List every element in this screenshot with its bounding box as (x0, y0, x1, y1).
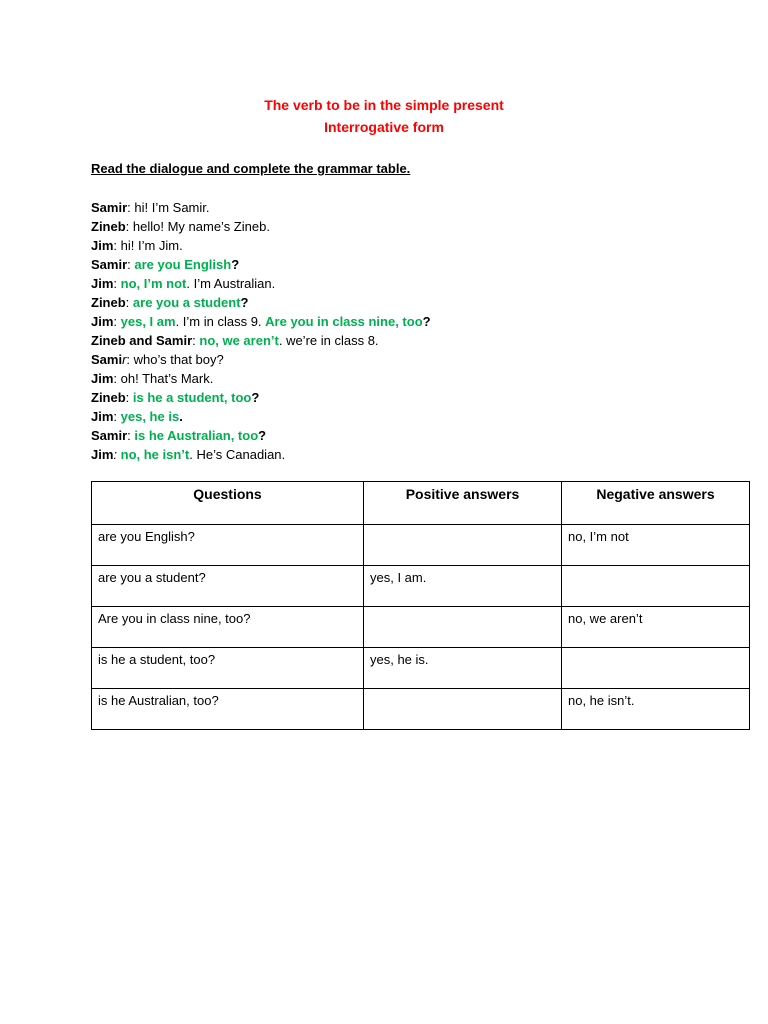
dialogue-text: : (113, 447, 121, 462)
punctuation: ? (240, 295, 249, 310)
highlighted-phrase: is he Australian, too (134, 428, 259, 443)
punctuation: ? (251, 390, 260, 405)
dialogue-line (91, 274, 691, 293)
dialogue-text: : (113, 314, 121, 329)
speaker-name: Zineb and Samir (91, 333, 193, 348)
dialogue-line (91, 388, 691, 407)
dialogue-line (91, 445, 691, 464)
negative-answer-cell: no, I’m not (562, 525, 750, 566)
speaker-name: Jim (91, 447, 114, 462)
dialogue-line (91, 426, 691, 445)
dialogue-line (91, 331, 691, 350)
table-row (92, 607, 750, 648)
highlighted-phrase: no, I’m not (120, 276, 187, 291)
positive-answer-cell (364, 607, 562, 648)
dialogue-line (91, 369, 691, 388)
dialogue-text: : (192, 333, 200, 348)
table-row (92, 566, 750, 607)
dialogue-line (91, 198, 691, 217)
dialogue-text: : (125, 390, 133, 405)
header-negative-answers: Negative answers (562, 482, 750, 525)
question-cell: is he Australian, too? (92, 689, 364, 730)
dialogue-text: : (113, 409, 121, 424)
dialogue-text: r (122, 352, 127, 367)
dialogue-line (91, 255, 691, 274)
negative-answer-cell (562, 566, 750, 607)
dialogue-text: : hello! My name’s Zineb. (125, 219, 270, 234)
dialogue-line (91, 350, 691, 369)
punctuation: . (179, 409, 183, 424)
negative-answer-cell (562, 648, 750, 689)
punctuation: ? (422, 314, 431, 329)
highlighted-phrase: are you a student (132, 295, 241, 310)
positive-answer-cell: yes, I am. (364, 566, 562, 607)
dialogue-text: . I’m in class 9. (175, 314, 266, 329)
dialogue-text: . I’m Australian. (186, 276, 276, 291)
dialogue-text: . He’s Canadian. (189, 447, 286, 462)
speaker-name: Sami (91, 352, 123, 367)
speaker-name: Samir (91, 200, 128, 215)
highlighted-phrase: are you English (134, 257, 232, 272)
grammar-table (91, 481, 750, 730)
positive-answer-cell (364, 689, 562, 730)
punctuation: ? (258, 428, 267, 443)
dialogue-text: : (127, 257, 135, 272)
table-row (92, 689, 750, 730)
speaker-name: Zineb (91, 219, 126, 234)
header-questions: Questions (92, 482, 364, 525)
header-positive-answers: Positive answers (364, 482, 562, 525)
speaker-name: Jim (91, 371, 114, 386)
question-cell: are you a student? (92, 566, 364, 607)
table-header-row (92, 482, 750, 525)
dialogue-text: : hi! I’m Jim. (113, 238, 183, 253)
page-subtitle: Interrogative form (324, 119, 444, 135)
positive-answer-cell (364, 525, 562, 566)
dialogue-text: : who’s that boy? (126, 352, 224, 367)
highlighted-phrase: yes, I am (120, 314, 176, 329)
dialogue-line (91, 217, 691, 236)
speaker-name: Jim (91, 238, 114, 253)
dialogue-line (91, 312, 691, 331)
speaker-name: Samir (91, 428, 128, 443)
dialogue-text: . we’re in class 8. (278, 333, 379, 348)
dialogue-text: : oh! That’s Mark. (113, 371, 214, 386)
table-row (92, 648, 750, 689)
table-row (92, 525, 750, 566)
negative-answer-cell: no, we aren’t (562, 607, 750, 648)
dialogue-text: : (125, 295, 133, 310)
punctuation: ? (231, 257, 240, 272)
page-title: The verb to be in the simple present (264, 97, 504, 113)
speaker-name: Zineb (91, 295, 126, 310)
question-cell: are you English? (92, 525, 364, 566)
dialogue-text: : (127, 428, 135, 443)
speaker-name: Jim (91, 409, 114, 424)
highlighted-phrase: Are you in class nine, too (265, 314, 423, 329)
positive-answer-cell: yes, he is. (364, 648, 562, 689)
dialogue-line (91, 407, 691, 426)
dialogue-text: : hi! I’m Samir. (127, 200, 210, 215)
instruction-text: Read the dialogue and complete the grammar table. (91, 161, 411, 176)
speaker-name: Samir (91, 257, 128, 272)
speaker-name: Jim (91, 276, 114, 291)
dialogue-text: : (113, 276, 121, 291)
highlighted-phrase: is he a student, too (132, 390, 252, 405)
dialogue (91, 198, 691, 464)
question-cell: Are you in class nine, too? (92, 607, 364, 648)
dialogue-line (91, 236, 691, 255)
question-cell: is he a student, too? (92, 648, 364, 689)
speaker-name: Zineb (91, 390, 126, 405)
highlighted-phrase: yes, he is (120, 409, 180, 424)
highlighted-phrase: no, he isn’t (120, 447, 190, 462)
dialogue-line (91, 293, 691, 312)
speaker-name: Jim (91, 314, 114, 329)
negative-answer-cell: no, he isn’t. (562, 689, 750, 730)
highlighted-phrase: no, we aren’t (199, 333, 279, 348)
